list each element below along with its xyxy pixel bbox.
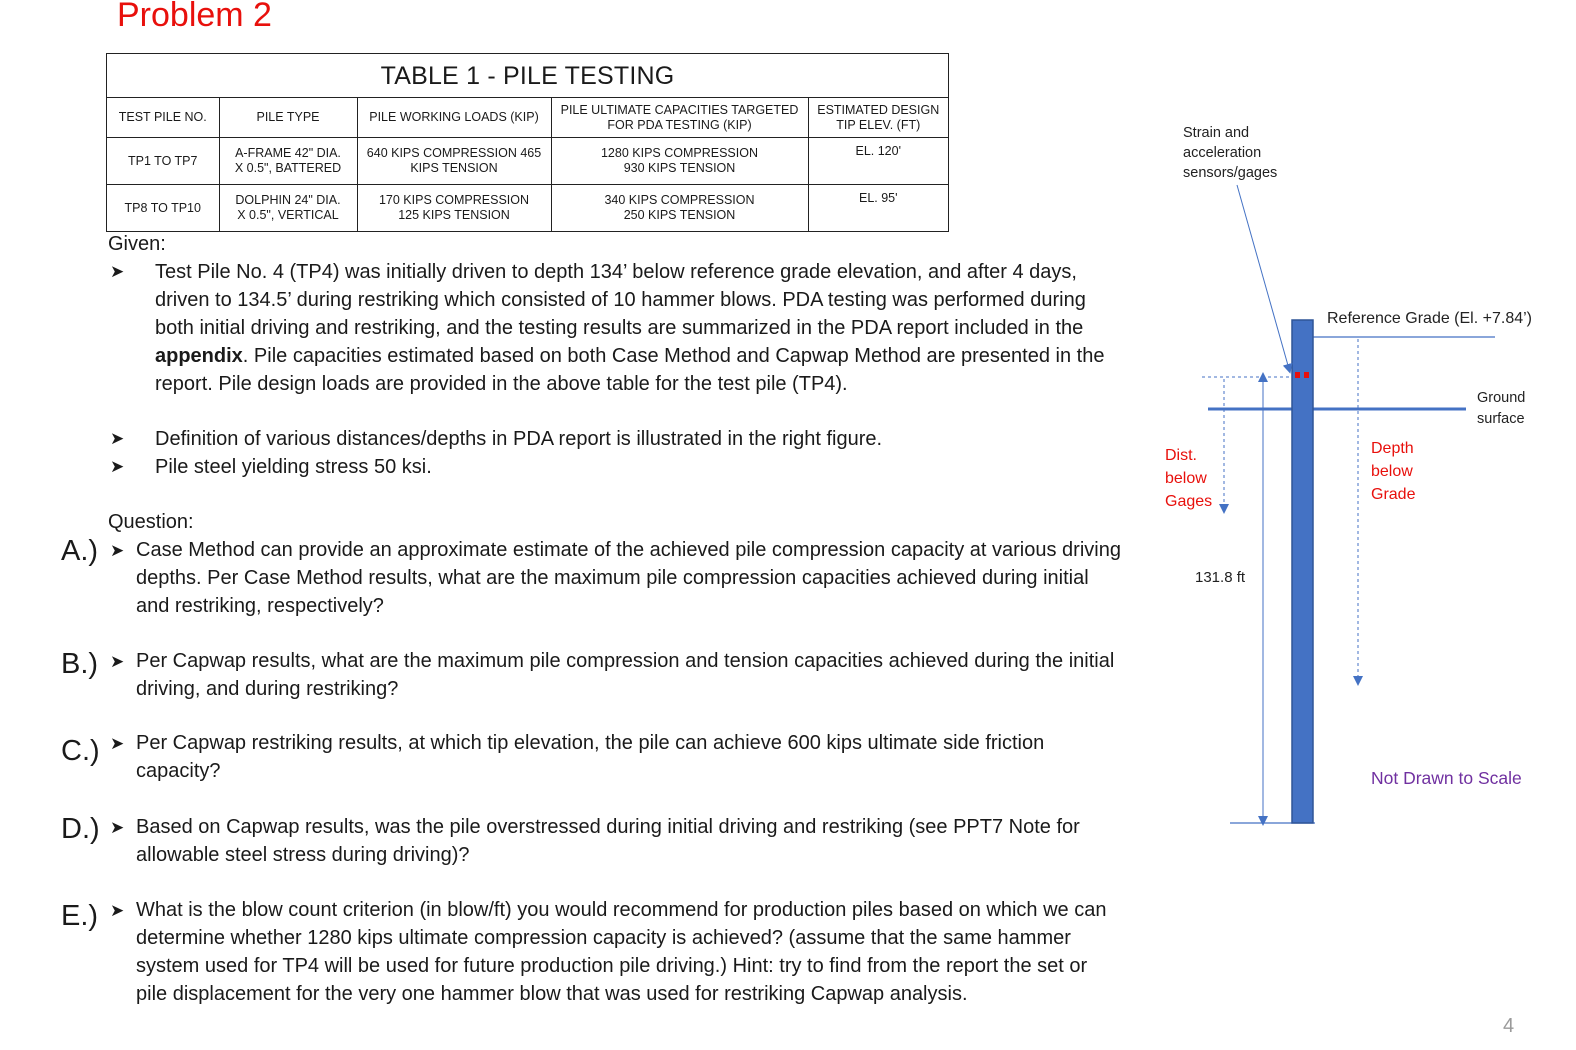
bullet-arrow-icon: ➤ [110, 901, 125, 920]
bullet-arrow-icon: ➤ [110, 652, 125, 671]
header-test-pile-no: TEST PILE NO. [107, 98, 219, 138]
table-cell: EL. 95' [808, 185, 948, 232]
table-cell: A-FRAME 42" DIA. X 0.5", BATTERED [219, 138, 357, 185]
given-heading: Given: [108, 233, 166, 255]
depth-below-grade-label: Depth below Grade [1371, 440, 1416, 503]
dist-below-gages-label: Dist. below Gages [1165, 447, 1213, 510]
pile-shaft [1292, 320, 1313, 823]
header-working-loads: PILE WORKING LOADS (KIP) [357, 98, 551, 138]
question-letter: C.) [61, 735, 100, 767]
question-text: Per Capwap results, what are the maximum pile compression and tension capacities achieved during the initial driving, and during restriking? [136, 650, 1115, 700]
gage-marker [1295, 372, 1300, 378]
bullet-arrow-icon: ➤ [110, 429, 125, 448]
page-number: 4 [1503, 1015, 1515, 1037]
header-tip-elevation: ESTIMATED DESIGN TIP ELEV. (FT) [808, 98, 948, 138]
question-heading: Question: [108, 511, 194, 533]
question-text: Based on Capwap results, was the pile overstressed during initial driving and restriking (see PPT7 Note for allowable steel stress during driving)? [136, 816, 1080, 866]
ground-surface-label: Ground surface [1477, 390, 1526, 427]
reference-grade-label: Reference Grade (El. +7.84’) [1327, 310, 1532, 327]
gage-marker [1304, 372, 1309, 378]
table-header-row [107, 98, 948, 138]
question-letter: E.) [61, 900, 99, 932]
table-row [107, 138, 948, 185]
header-ultimate-capacities: PILE ULTIMATE CAPACITIES TARGETED FOR PDA TESTING (KIP) [551, 98, 808, 138]
table-cell: 340 KIPS COMPRESSION 250 KIPS TENSION [551, 185, 808, 232]
pile-depth-diagram [1150, 115, 1570, 835]
table-caption: TABLE 1 - PILE TESTING [107, 54, 948, 98]
table-cell: 170 KIPS COMPRESSION 125 KIPS TENSION [357, 185, 551, 232]
pile-testing-table [106, 53, 949, 232]
question-text: What is the blow count criterion (in blow/ft) you would recommend for production piles based on which we can determine whether 1280 kips ultimate compression capacity is achieved? (assume that the same hammer system used for TP4 will be used for future production pile driving.) Hint: try to find from the report the set or pile displacement for the very one hammer blow that was used for restriking Capwap analysis. [136, 899, 1107, 1005]
table-cell: 1280 KIPS COMPRESSION 930 KIPS TENSION [551, 138, 808, 185]
table-row [107, 185, 948, 232]
bullet-arrow-icon: ➤ [110, 262, 125, 281]
sensors-label: Strain and acceleration sensors/gages [1183, 125, 1278, 181]
header-pile-type: PILE TYPE [219, 98, 357, 138]
table-cell: 640 KIPS COMPRESSION 465 KIPS TENSION [357, 138, 551, 185]
question-letter: B.) [61, 648, 99, 680]
given-item: Definition of various distances/depths in PDA report is illustrated in the right figure. [155, 428, 883, 450]
appendix-emphasis: appendix [155, 345, 243, 367]
table-cell: DOLPHIN 24" DIA. X 0.5", VERTICAL [219, 185, 357, 232]
question-text: Case Method can provide an approximate estimate of the achieved pile compression capacity at various driving depths. Per Case Method results, what are the maximum pile compression capacities achieved during initial and restriking, respectively? [136, 539, 1121, 617]
table-cell: TP8 TO TP10 [107, 185, 219, 232]
page-title: Problem 2 [117, 0, 272, 34]
not-to-scale-note: Not Drawn to Scale [1371, 768, 1522, 788]
table-cell: EL. 120' [808, 138, 948, 185]
bullet-arrow-icon: ➤ [110, 734, 125, 753]
question-letter: D.) [61, 813, 100, 845]
table-cell: TP1 TO TP7 [107, 138, 219, 185]
diagram-graphics [1150, 115, 1570, 835]
length-label: 131.8 ft [1195, 569, 1246, 586]
sensor-leader-arrow [1237, 185, 1289, 369]
bullet-arrow-icon: ➤ [110, 541, 125, 560]
question-letter: A.) [61, 535, 99, 567]
bullet-arrow-icon: ➤ [110, 818, 125, 837]
bullet-arrow-icon: ➤ [110, 457, 125, 476]
given-item: Pile steel yielding stress 50 ksi. [155, 456, 432, 478]
given-item: Test Pile No. 4 (TP4) was initially driven to depth 134’ below reference grade elevation, and after 4 days, driven to 134.5’ during restriking which consisted of 10 hammer blows. PDA testing was performed during both initial driving and restriking, and the testing results are summarized in the PDA report included in the appendix. Pile capacities estimated based on both Case Method and Capwap Method are presented in the report. Pile design loads are provided in the above table for the test pile (TP4). [155, 261, 1105, 395]
question-text: Per Capwap restriking results, at which tip elevation, the pile can achieve 600 kips ultimate side friction capacity? [136, 732, 1045, 782]
